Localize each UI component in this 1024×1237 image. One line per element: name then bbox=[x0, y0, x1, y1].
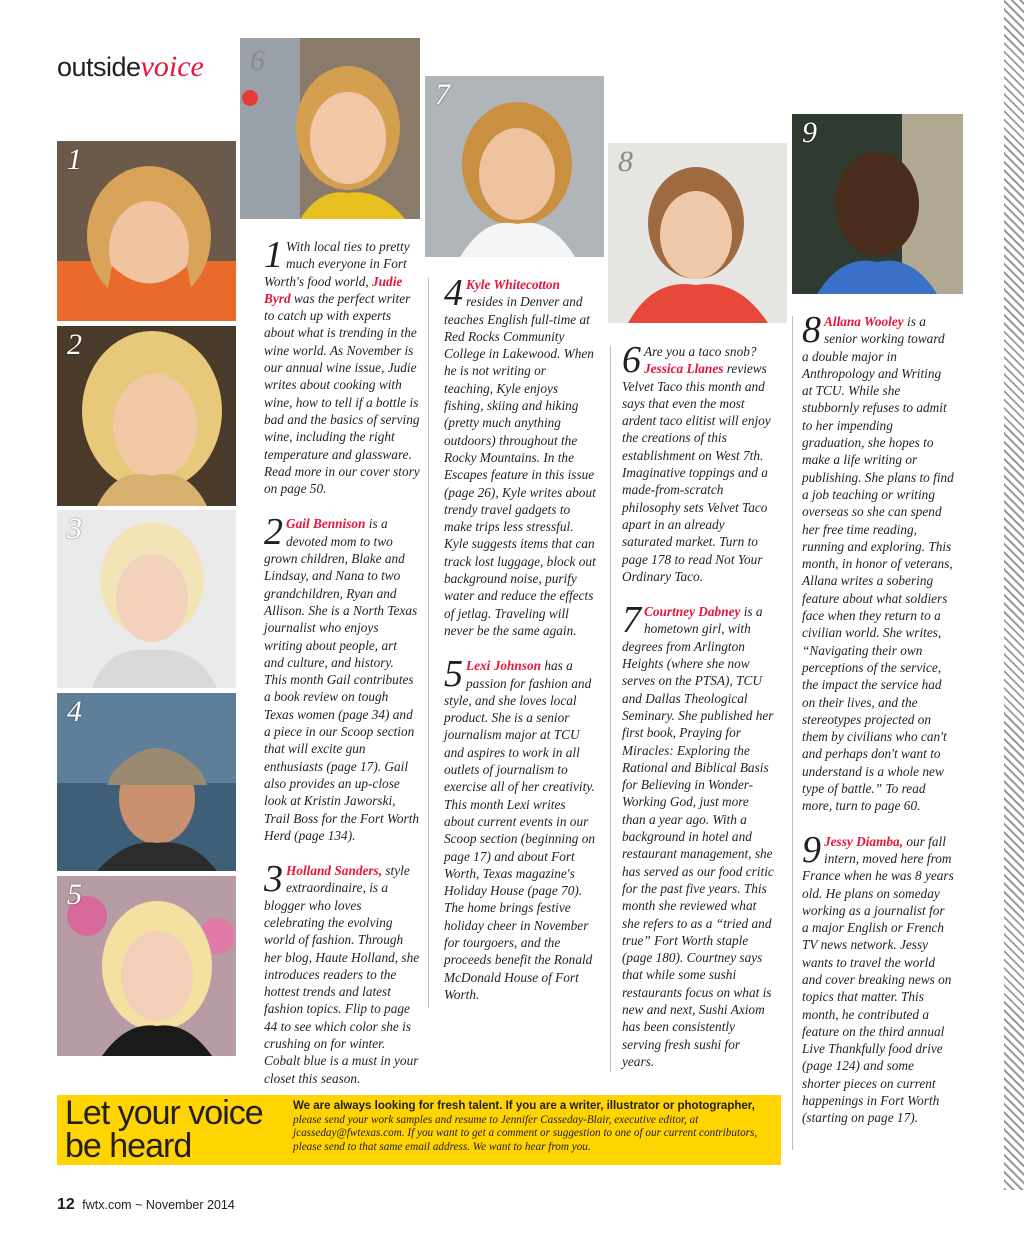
bio-4: 4 Kyle Whitecotton resides in Denver and teaches English full-time at Red Rocks Community College in Lakewood. When he is not writing or teaching, Kyle enjoys fishing, skiing and hiking (pretty much anything outdoors) throughout the Rocky Mountains. In the Escapes feature in this issue (page 26), Kyle writes about trendy travel gadgets to make trips less stressful. Kyle suggests items that can track lost luggage, block out background noise, purify water and reduce the effects of jetlag. Traveling will never be the same again. bbox=[444, 272, 596, 638]
column-rule bbox=[428, 278, 429, 1008]
banner-headline: Let your voice be heard bbox=[65, 1094, 263, 1165]
contributor-photo-3 bbox=[57, 510, 236, 688]
bio-number: 3 bbox=[264, 858, 283, 901]
photo-number-9: 9 bbox=[802, 116, 817, 149]
bio-3: 3 Holland Sanders, style extraordinaire, is a blogger who loves celebrating the evolving world of fashion. Through her blog, Haute Holland, she introduces readers to the hottest trends and latest fashion topics. Flip to page 44 to see which color she is crushing on for winter. Cobalt blue is a must in your closet this season. bbox=[264, 858, 420, 1086]
column-d bbox=[802, 309, 954, 1145]
contributor-name: Jessica Llanes bbox=[644, 361, 724, 377]
bio-number: 5 bbox=[444, 653, 463, 696]
footer-separator: ~ bbox=[135, 1198, 143, 1212]
column-rule bbox=[610, 346, 611, 1072]
masthead-voice: voice bbox=[140, 50, 204, 83]
contributor-photo-5 bbox=[57, 876, 236, 1056]
column-a bbox=[264, 234, 420, 1105]
bio-number: 1 bbox=[264, 234, 283, 276]
contributor-name: Gail Bennison bbox=[286, 516, 366, 532]
photo-number-8: 8 bbox=[618, 145, 633, 178]
photo-number-5: 5 bbox=[67, 878, 82, 911]
bio-number: 4 bbox=[444, 272, 463, 314]
contributor-name: Allana Wooley bbox=[824, 314, 904, 329]
call-for-contributors-banner bbox=[57, 1095, 781, 1165]
footer-site: fwtx.com bbox=[82, 1198, 132, 1212]
bio-2: 2 Gail Bennison is a devoted mom to two grown children, Blake and Lindsay, and Nana to two grandchildren, Ryan and Allison. She is a North Texas journalist who enjoys writing about people, art and culture, and history. This month Gail contributes a book review on tough Texas women (page 34) and a piece in our Scoop section that will excite gun enthusiasts (page 17). Gail also provides an up-close look at Kristin Jaworski, Trail Boss for the Fort Worth Herd (page 134). bbox=[264, 511, 420, 843]
contributor-photo-2 bbox=[57, 326, 236, 506]
bio-8: 8 Allana Wooley is a senior working toward a double major in Anthropology and Writing at TCU. While she stubbornly refuses to admit to her impending graduation, she hopes to make a life writing or publishing. She plans to find a job teaching or writing overseas so she can spend her free time reading, running and exploring. This month, in honor of veterans, Allana writes a sobering feature about what soldiers face when they return to a civilian world. She writes, “Navigating their own perceptions of the service, the impact the service had on their lives, and the stereotypes projected on them by civilians who can't and perhaps don't want to understand is a whole new type of battle.” To read more, turn to page 60. bbox=[802, 309, 954, 814]
contributor-photo-4 bbox=[57, 693, 236, 871]
bio-number: 8 bbox=[802, 309, 821, 351]
bio-number: 9 bbox=[802, 828, 821, 871]
contributor-name: Courtney Dabney bbox=[644, 604, 741, 620]
contributor-name: Lexi Johnson bbox=[466, 658, 541, 674]
bio-7: 7 Courtney Dabney is a hometown girl, with degrees from Arlington Heights (where she now serves on the PTSA), TCU and Dallas Theological Seminary. She published her first book, Praying for Miracles: Exploring the Rational and Biblical Basis for Believing in Wonder-Working God, just more than a year ago. With a background in hotel and restaurant management, she has served as our food critic for the past five years. This month she reviewed what she refers to as a “tried and true” Fort Worth staple (page 180). Courtney says that while some sushi restaurants focus on what is new and next, Sushi Axiom has been consistently serving fresh sushi for years. bbox=[622, 599, 774, 1069]
contributor-name: Kyle Whitecotton bbox=[466, 277, 560, 292]
photo-number-3: 3 bbox=[67, 512, 82, 545]
section-masthead bbox=[57, 50, 204, 84]
photo-number-4: 4 bbox=[67, 695, 82, 728]
photo-number-6: 6 bbox=[250, 44, 265, 77]
column-c bbox=[622, 339, 774, 1088]
contributor-photo-9 bbox=[792, 114, 963, 294]
contributor-photo-6 bbox=[240, 38, 420, 219]
column-b bbox=[444, 272, 596, 1021]
page-footer bbox=[57, 1196, 235, 1214]
banner-body bbox=[293, 1100, 775, 1154]
bio-number: 7 bbox=[622, 599, 641, 642]
contributor-photo-1 bbox=[57, 141, 236, 321]
masthead-outside: outside bbox=[57, 52, 141, 82]
bio-9: 9 Jessy Diamba, our fall intern, moved here from France when he was 8 years old. He plans on someday working as a journalist for a major English or French TV news network. Jessy wants to travel the world and cover breaking news on topics that matter. This month, he contributed a feature on the third annual Live Thankfully food drive (page 124) and some shorter pieces on current happenings in Fort Worth (starting on page 17). bbox=[802, 828, 954, 1126]
contributor-photo-7 bbox=[425, 76, 604, 257]
banner-rest: please send your work samples and resume to Jennifer Casseday-Blair, executive editor, at jcasseday@fwtexas.com. If you want to get a comment or suggestion to one of our current contributors, please send to that same email address. We want to hear from you. bbox=[293, 1113, 758, 1153]
page-number: 12 bbox=[57, 1196, 75, 1213]
bio-5: 5 Lexi Johnson has a passion for fashion and style, and she loves local product. She is a senior journalism major at TCU and aspires to work in all outlets of journalism to exercise all of her creativity. This month Lexi writes about current events in our Scoop section (beginning on page 17) and about Fort Worth, Texas magazine's Holiday House (page 70). The home brings festive holiday cheer in November for tourgoers, and the proceeds benefit the Ronald McDonald House of Fort Worth. bbox=[444, 653, 596, 1002]
decorative-hatch-edge bbox=[1004, 0, 1024, 1190]
bio-number: 2 bbox=[264, 511, 283, 554]
bio-6: 6 Are you a taco snob? Jessica Llanes reviews Velvet Taco this month and says that even the most ardent taco elitist will enjoy the creations of this establishment on West 7th. Imaginative toppings and a made-from-scratch philosophy sets Velvet Taco apart in an already saturated market. Turn to page 178 to read Not Your Ordinary Taco. bbox=[622, 339, 771, 584]
bio-number: 6 bbox=[622, 339, 641, 381]
contributor-name: Holland Sanders, bbox=[286, 863, 383, 879]
photo-number-1: 1 bbox=[67, 143, 82, 176]
photo-number-7: 7 bbox=[435, 78, 450, 111]
bio-1: 1 With local ties to pretty much everyone in Fort Worth's food world, Judie Byrd was the perfect writer to catch up with experts about what is trending in the wine world. As November is our annual wine issue, Judie writes about cooking with wine, how to tell if a bottle is bad and the basics of serving wine, including the right temperature and glassware. Read more in our cover story on page 50. bbox=[264, 234, 420, 497]
contributor-photo-8 bbox=[608, 143, 787, 323]
contributor-name: Judie Byrd bbox=[264, 273, 403, 306]
footer-issue: November 2014 bbox=[145, 1198, 235, 1212]
contributor-name: Jessy Diamba, bbox=[824, 833, 904, 849]
column-rule bbox=[792, 316, 793, 1150]
banner-lead: We are always looking for fresh talent. If you are a writer, illustrator or photographer, bbox=[293, 1100, 755, 1112]
photo-number-2: 2 bbox=[67, 328, 82, 361]
